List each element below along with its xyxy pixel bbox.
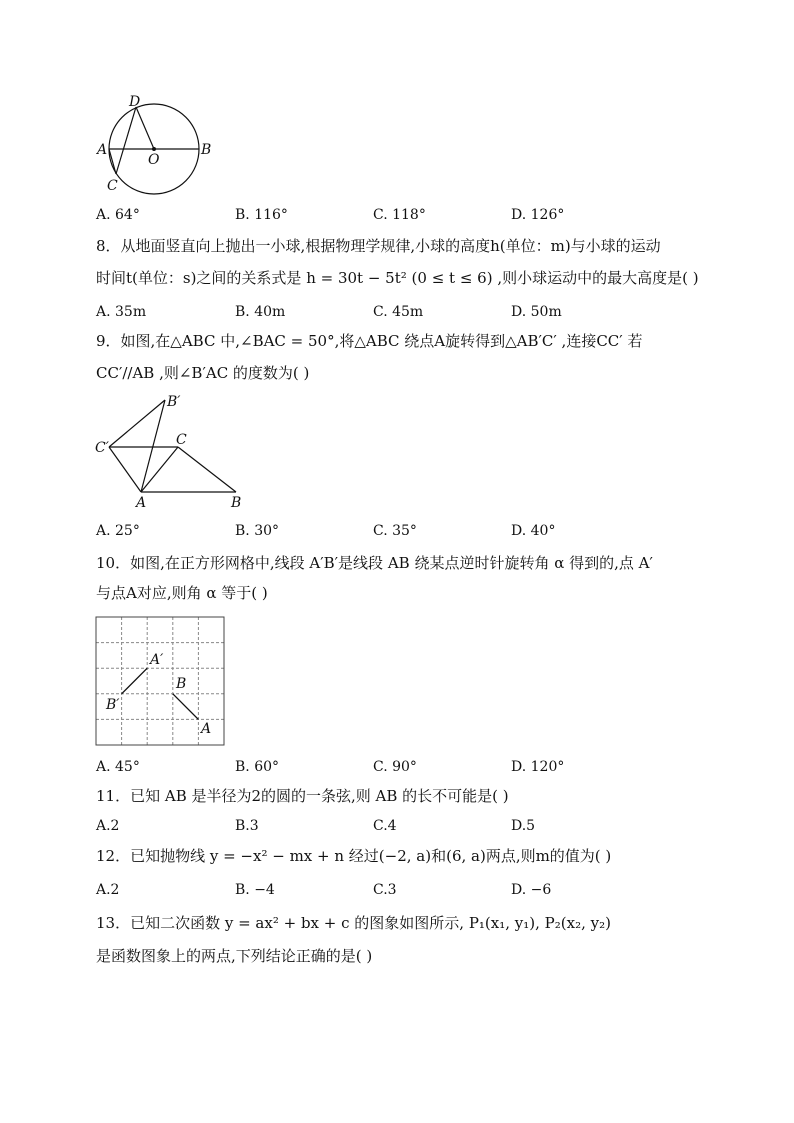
label-a-prime: A′ (150, 652, 164, 668)
q7-option-b[interactable]: B. 116° (235, 207, 288, 223)
q11-option-b[interactable]: B.3 (235, 818, 259, 834)
label-b: B (201, 142, 212, 158)
q11-text-line1: 11．已知 AB 是半径为2的圆的一条弦,则 AB 的长不可能是( ) (96, 787, 509, 805)
label-b: B (231, 495, 242, 511)
q8-option-b[interactable]: B. 40m (235, 304, 286, 320)
q8-option-a[interactable]: A. 35m (96, 304, 147, 320)
label-b-prime: B′ (167, 394, 181, 410)
q11-option-d[interactable]: D.5 (511, 818, 536, 834)
q9-text-line2: CC′//AB ,则∠B′AC 的度数为( ) (96, 364, 310, 382)
q8-option-d[interactable]: D. 50m (511, 304, 562, 320)
q10-option-a[interactable]: A. 45° (96, 759, 140, 775)
q9-triangle-figure (92, 390, 252, 515)
q12-text-line1: 12．已知抛物线 y = −x² − mx + n 经过(−2, a)和(6, a)两点,则m的值为( ) (96, 847, 612, 865)
q8-text-line2: 时间t(单位：s)之间的关系式是 h = 30t − 5t² (0 ≤ t ≤ 6) ,则小球运动中的最大高度是( ) (96, 269, 699, 287)
q9-option-d[interactable]: D. 40° (511, 523, 556, 539)
q7-circle-figure (92, 92, 222, 202)
q7-option-d[interactable]: D. 126° (511, 207, 565, 223)
q9-option-b[interactable]: B. 30° (235, 523, 280, 539)
q12-option-c[interactable]: C.3 (373, 882, 397, 898)
q10-text-line1: 10．如图,在正方形网格中,线段 A′B′是线段 AB 绕某点逆时针旋转角 α 得到的,点 A′ (96, 554, 653, 572)
q11-option-a[interactable]: A.2 (96, 818, 120, 834)
label-c-prime: C′ (95, 440, 109, 456)
label-o: O (148, 152, 160, 168)
q7-option-c[interactable]: C. 118° (373, 207, 426, 223)
q10-text-line2: 与点A对应,则角 α 等于( ) (96, 584, 268, 602)
q12-option-b[interactable]: B. −4 (235, 882, 275, 898)
q8-text-line1: 8．从地面竖直向上抛出一小球,根据物理学规律,小球的高度h(单位：m)与小球的运动 (96, 237, 661, 255)
label-d: D (129, 94, 141, 110)
q10-option-d[interactable]: D. 120° (511, 759, 565, 775)
q9-text-line1: 9．如图,在△ABC 中,∠BAC = 50°,将△ABC 绕点A旋转得到△AB′C′ ,连接CC′ 若 (96, 332, 643, 350)
q10-option-b[interactable]: B. 60° (235, 759, 280, 775)
q12-option-a[interactable]: A.2 (96, 882, 120, 898)
q8-option-c[interactable]: C. 45m (373, 304, 424, 320)
label-b-prime: B′ (106, 697, 120, 713)
q10-option-c[interactable]: C. 90° (373, 759, 417, 775)
q9-option-c[interactable]: C. 35° (373, 523, 417, 539)
label-c: C (176, 432, 187, 448)
q9-option-a[interactable]: A. 25° (96, 523, 140, 539)
q13-text-line2: 是函数图象上的两点,下列结论正确的是( ) (96, 947, 373, 965)
q13-text-line1: 13．已知二次函数 y = ax² + bx + c 的图象如图所示, P₁(x₁, y₁), P₂(x₂, y₂) (96, 914, 611, 932)
label-c: C (107, 178, 118, 194)
label-b: B (176, 676, 187, 692)
q7-option-a[interactable]: A. 64° (96, 207, 140, 223)
label-a: A (97, 142, 108, 158)
q12-option-d[interactable]: D. −6 (511, 882, 552, 898)
q11-option-c[interactable]: C.4 (373, 818, 397, 834)
label-a: A (136, 495, 147, 511)
label-a: A (201, 721, 212, 737)
q10-grid-figure (96, 617, 226, 747)
